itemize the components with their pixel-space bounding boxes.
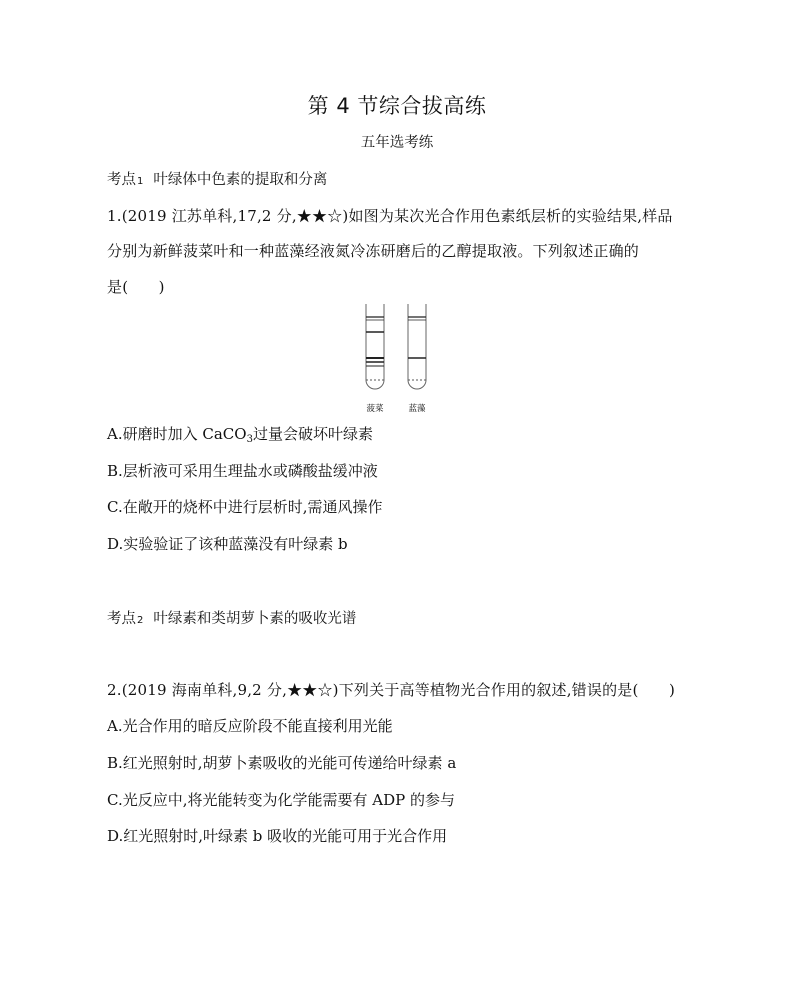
section-text: 叶绿素和类胡萝卜素的吸收光谱	[153, 611, 357, 627]
section-label: 考点	[107, 172, 136, 188]
page-subtitle: 五年选考练	[360, 135, 434, 151]
section-text: 叶绿体中色素的提取和分离	[153, 172, 328, 188]
question-1-option-a	[107, 424, 373, 444]
question-1-option-c: C.在敞开的烧杯中进行层析时,需通风操作	[107, 498, 383, 516]
option-a-text-post: 过量会破坏叶绿素	[252, 425, 373, 443]
section-number: 2	[137, 615, 144, 626]
tube-right-bands	[408, 317, 426, 358]
question-2-option-b: B.红光照射时,胡萝卜素吸收的光能可传递给叶绿素 a	[107, 754, 457, 772]
section-number: 1	[137, 176, 144, 187]
option-a-text-pre: A.研磨时加入 CaCO	[107, 425, 247, 443]
question-1-option-d: D.实验验证了该种蓝藻没有叶绿素 b	[107, 535, 348, 553]
option-a-subscript: 3	[246, 434, 253, 445]
figure-label-right: 蓝藻	[408, 404, 426, 414]
question-1-line-3: 是( )	[107, 278, 165, 296]
question-2-line-1: 2.(2019 海南单科,9,2 分,★★☆)下列关于高等植物光合作用的叙述,错误的是( )	[107, 681, 675, 699]
chromatography-figure	[358, 300, 434, 416]
section-heading-2	[107, 607, 356, 628]
section-label: 考点	[107, 611, 136, 627]
question-1-line-1: 1.(2019 江苏单科,17,2 分,★★☆)如图为某次光合作用色素纸层析的实验结果,样品	[107, 207, 673, 225]
figure-label-left: 菠菜	[366, 404, 384, 414]
question-2-option-a: A.光合作用的暗反应阶段不能直接利用光能	[107, 717, 393, 735]
chromatography-tubes-diagram	[358, 300, 434, 416]
question-2-option-d: D.红光照射时,叶绿素 b 吸收的光能可用于光合作用	[107, 827, 448, 845]
question-1-option-b: B.层析液可采用生理盐水或磷酸盐缓冲液	[107, 462, 378, 480]
tube-left-bands	[366, 317, 384, 366]
question-2-option-c: C.光反应中,将光能转变为化学能需要有 ADP 的参与	[107, 791, 455, 809]
question-1-line-2: 分别为新鲜菠菜叶和一种蓝藻经液氮冷冻研磨后的乙醇提取液。下列叙述正确的	[107, 242, 640, 260]
page-title: 第 4 节综合拔高练	[307, 94, 487, 118]
section-heading-1	[107, 168, 327, 189]
